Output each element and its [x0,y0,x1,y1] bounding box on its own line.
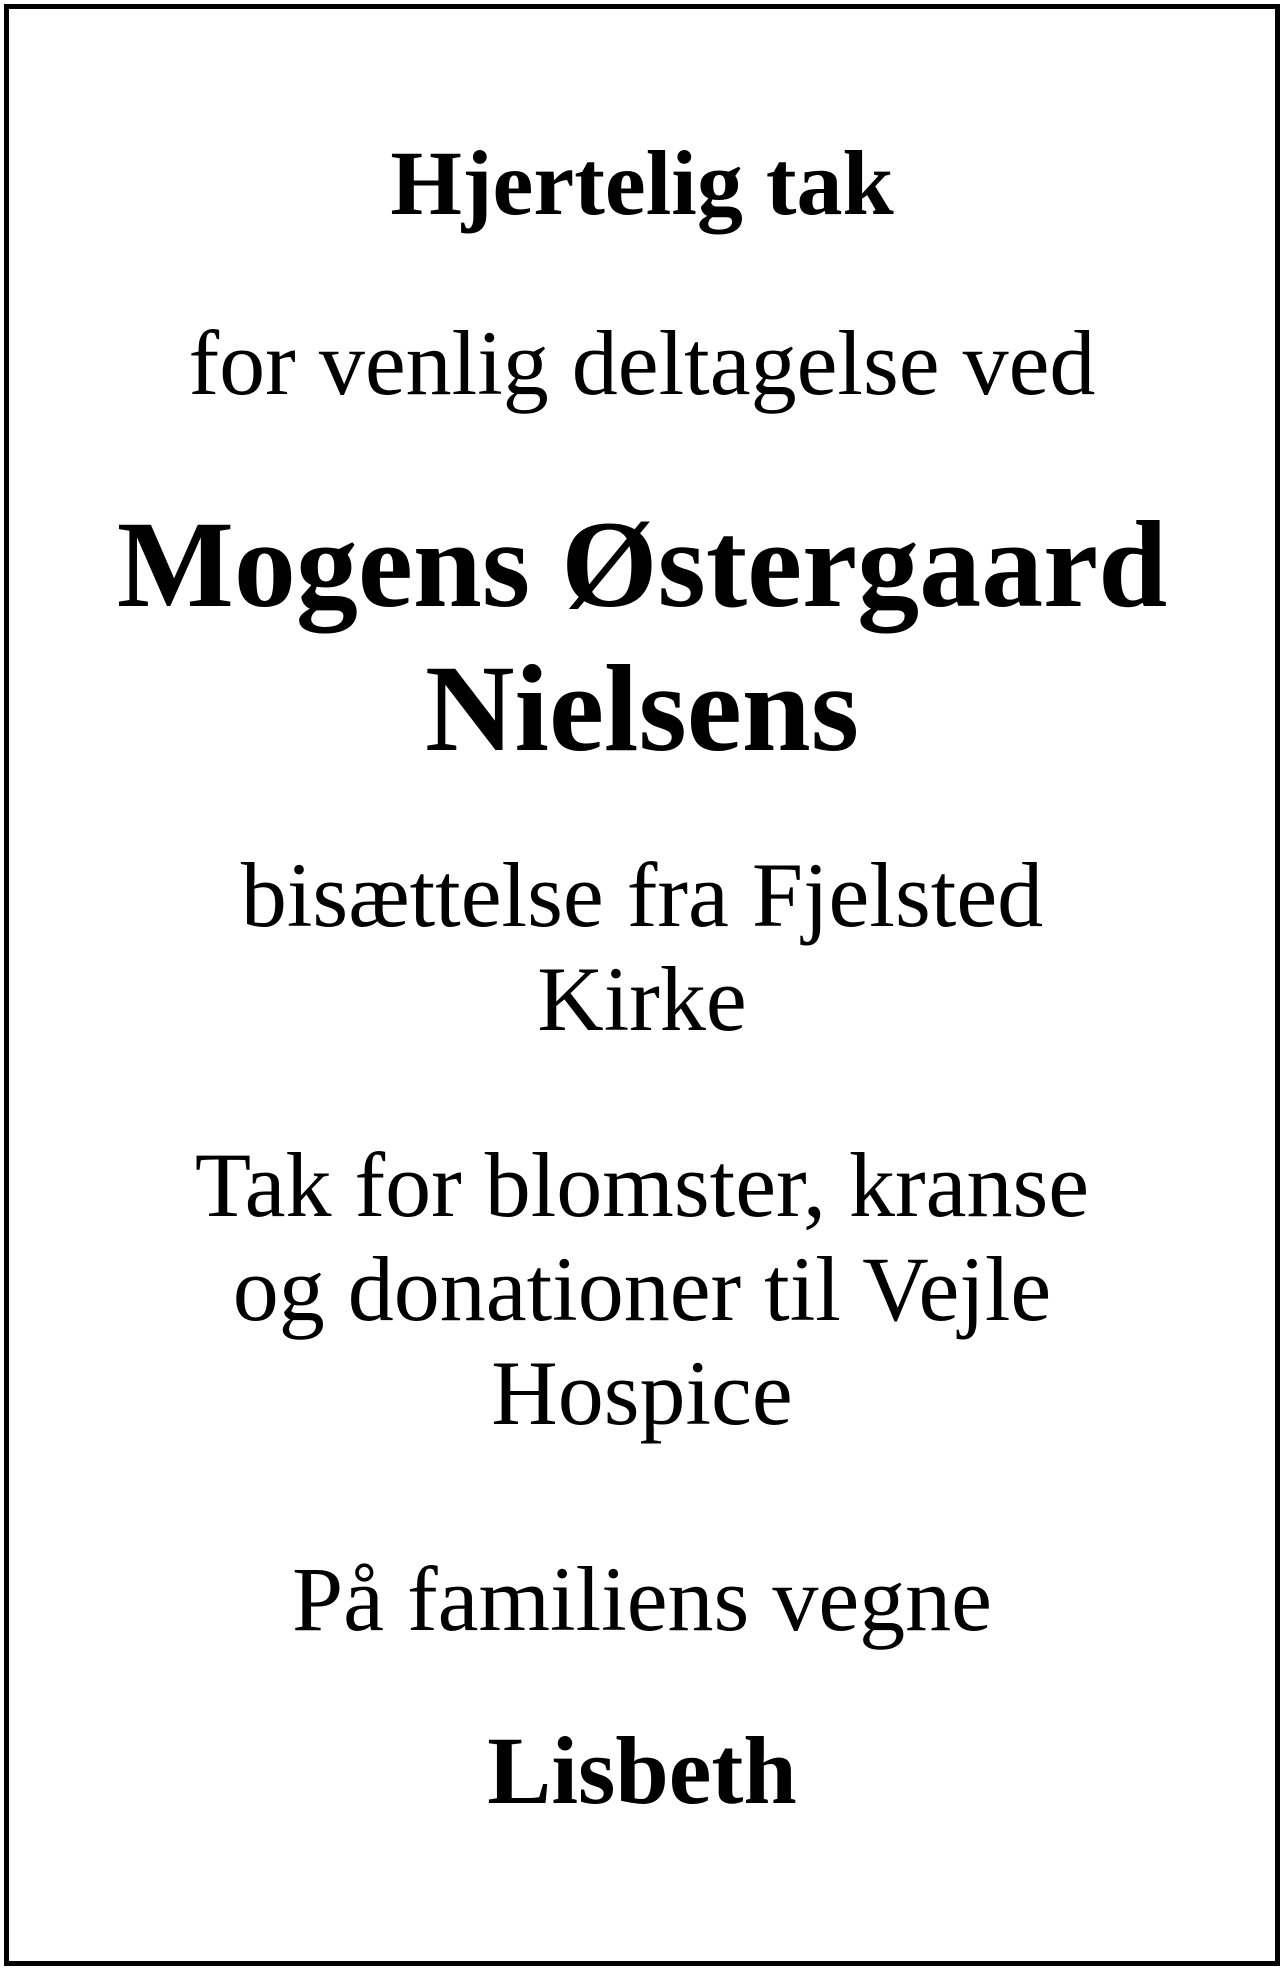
signature-name: Lisbeth [487,1717,797,1824]
thanks-line3: Hospice [491,1342,793,1444]
notice-heading: Hjertelig tak [390,132,894,234]
notice-intro: for venlig deltagelse ved [188,312,1096,414]
deceased-name-line2: Nielsens [425,640,859,777]
deceased-name-line1: Mogens Østergaard [116,496,1168,633]
thanks-line1: Tak for blomster, kranse [194,1134,1090,1236]
ceremony-line1: bisættelse fra Fjelsted [240,844,1044,946]
ceremony-text [9,843,1275,1051]
thanks-line2: og donationer til Vejle [232,1238,1052,1340]
thank-you-notice [4,4,1280,1966]
ceremony-line2: Kirke [537,948,747,1050]
thanks-text [9,1133,1275,1445]
deceased-name [9,493,1275,781]
behalf-text: På familiens vegne [291,1548,993,1650]
